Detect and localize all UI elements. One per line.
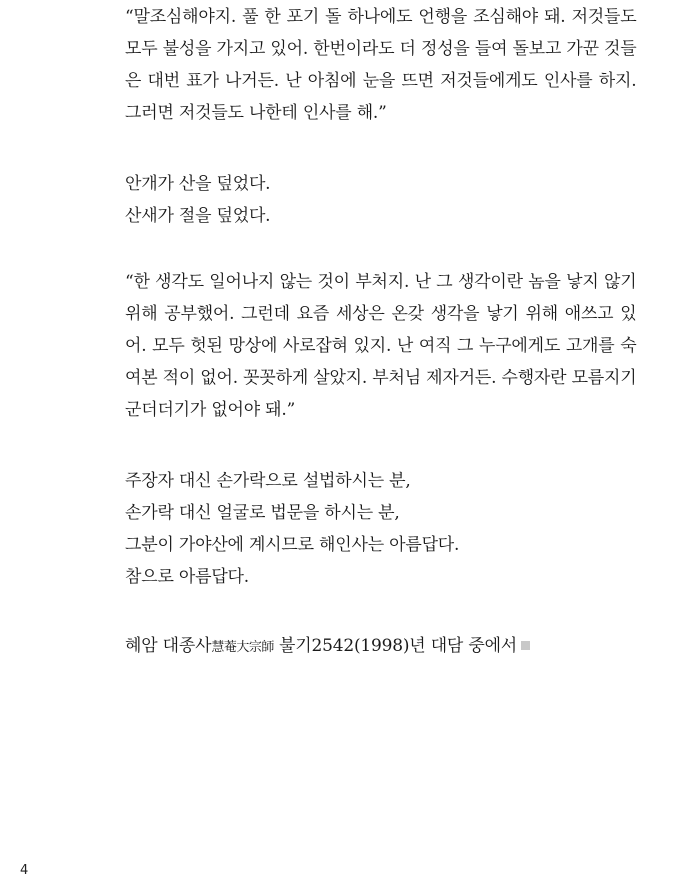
attribution: [125, 630, 530, 662]
attribution-source: 불기2542(1998)년 대담 중에서: [273, 636, 518, 656]
text-line: “한 생각도 일어나지 않는 것이 부처지. 난 그 생각이란 놈을 낳지 않기: [125, 272, 637, 292]
text-line: 은 대번 표가 나거든. 난 아침에 눈을 뜨면 저것들에게도 인사를 하지.: [125, 71, 637, 91]
text-line: 위해 공부했어. 그런데 요즘 세상은 온갖 생각을 낳기 위해 애쓰고 있: [125, 304, 637, 324]
text-line: 주장자 대신 손가락으로 설법하시는 분,: [125, 471, 411, 491]
attribution-line: [125, 630, 530, 662]
text-line: 참으로 아름답다.: [125, 567, 249, 587]
text-line: 모두 불성을 가지고 있어. 한번이라도 더 정성을 들여 돌보고 가꾼 것들: [125, 39, 637, 59]
text-line: 그분이 가야산에 계시므로 해인사는 아름답다.: [125, 535, 460, 555]
text-line: 어. 모두 헛된 망상에 사로잡혀 있지. 난 여직 그 누구에게도 고개를 숙: [125, 336, 637, 356]
text-line: 손가락 대신 얼굴로 법문을 하시는 분,: [125, 503, 400, 523]
attribution-hanja: 慧菴大宗師: [211, 640, 274, 655]
quote-paragraph-2: [125, 266, 636, 426]
text-line: 안개가 산을 덮었다.: [125, 174, 271, 194]
page-number: 4: [20, 863, 29, 878]
verse-paragraph-2: [125, 465, 459, 593]
text-line: 여본 적이 없어. 꼿꼿하게 살았지. 부처님 제자거든. 수행자란 모름지기: [125, 368, 637, 388]
quote-paragraph-1: [125, 1, 636, 129]
text-line: “말조심해야지. 풀 한 포기 돌 하나에도 언행을 조심해야 돼. 저것들도: [125, 7, 637, 27]
attribution-name: 혜암 대종사: [125, 636, 212, 656]
text-line: 군더더기가 없어야 돼.”: [125, 400, 296, 420]
verse-paragraph-1: [125, 168, 270, 232]
text-line: 그러면 저것들도 나한테 인사를 해.”: [125, 103, 387, 123]
text-line: 산새가 절을 덮었다.: [125, 206, 271, 226]
end-mark-icon: [521, 641, 530, 650]
